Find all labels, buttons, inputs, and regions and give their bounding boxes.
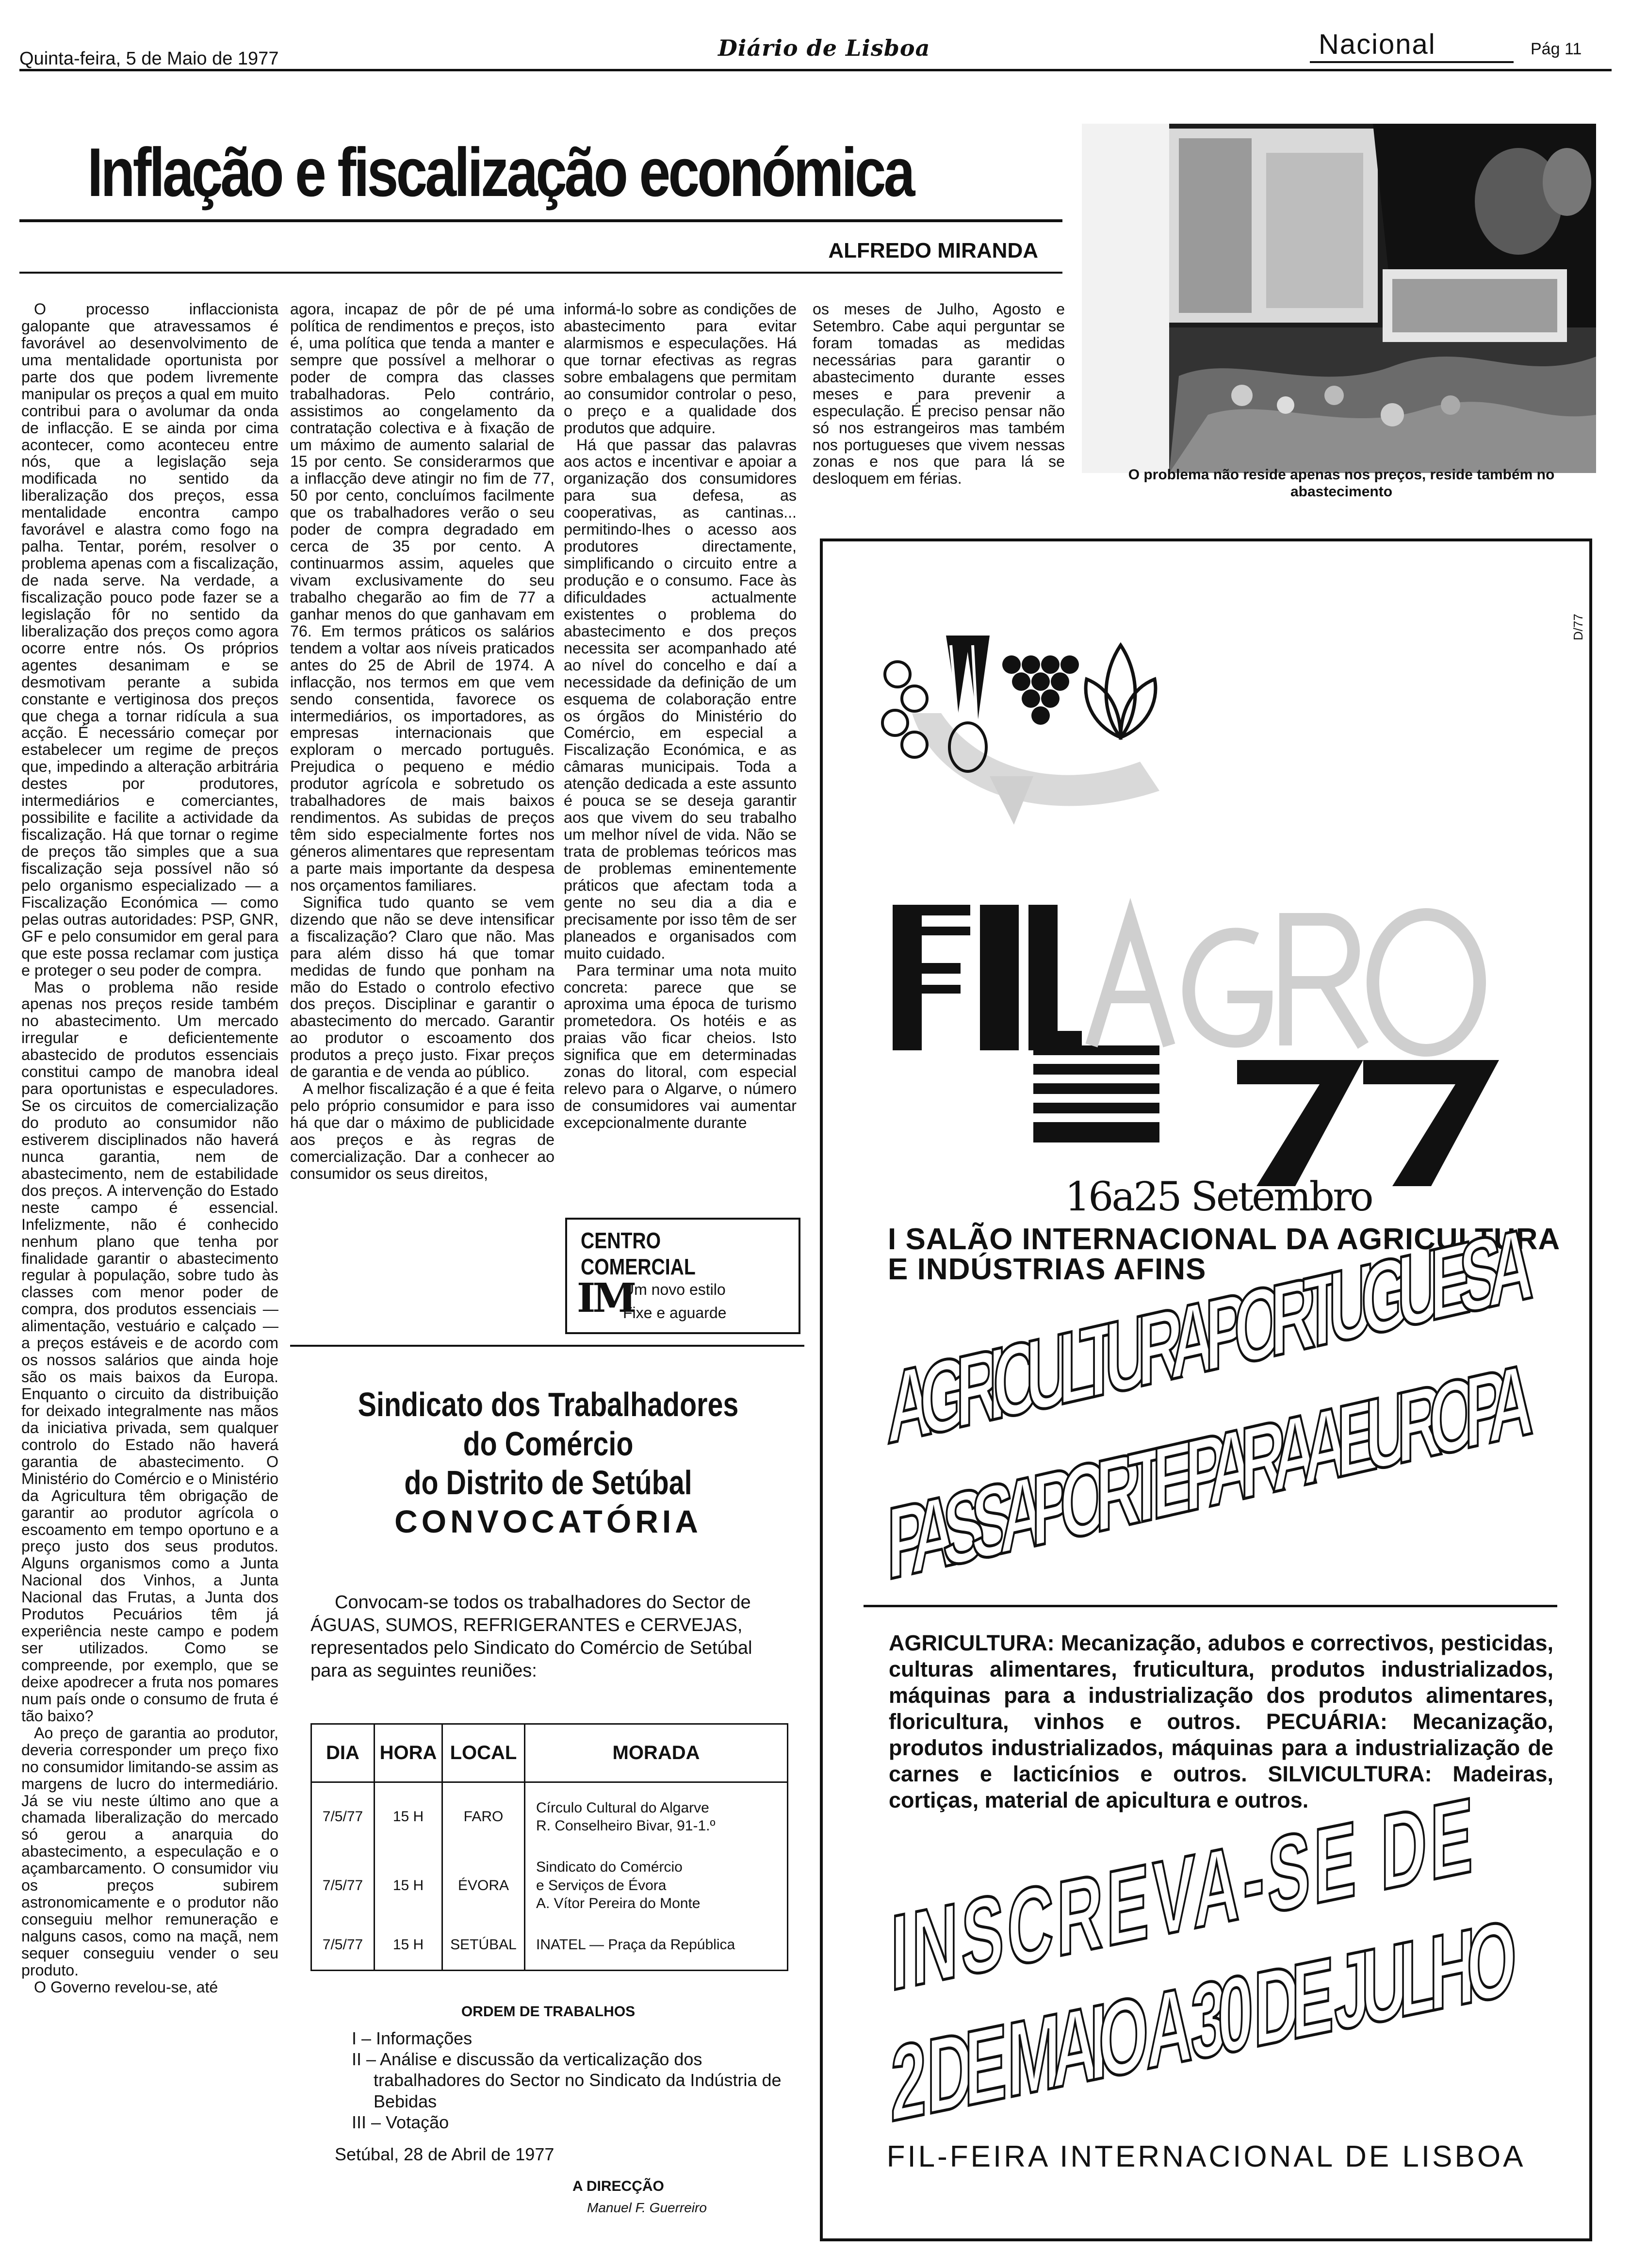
ordem-item: II – Análise e discussão da verticalização dos trabalhadores do Sector no Sindicato da Indústria de Bebidas	[352, 2049, 782, 2111]
article-paragraph: Há que passar das palavras aos actos e incentivar e apoiar a organização dos consumidores para sua defesa, as cooperativas, as cantinas... permitindo-lhes o acesso aos produtores directamente, simplificando o circuito entre a produção e o consumo. Face às dificuldades actualmente existentes o problema do abastecimento e dos preços necessita ser acompanhado até ao nível do concelho e daí a necessidade da definição de um esquema de colaboração entre os órgãos do Ministério do Comércio, em especial a Fiscalização Económica, e as câmaras municipais. Toda a atenção dedicada a este assunto é pouca se se deseja garantir aos que vivem do seu trabalho um melhor nível de vida. Não se trata de problemas teóricos mas de problemas eminentemente práticos que afectam toda a gente no seu dia a dia e precisamente por isso têm de ser planeados e organisados com muito cuidado.	[564, 436, 797, 962]
ad-code: D/77	[1571, 614, 1585, 640]
market-photo	[1082, 124, 1596, 473]
photo-image	[1082, 124, 1596, 473]
article-paragraph: Ao preço de garantia ao produtor, deveria corresponder um preço fixo no consumidor limitando-se assim as margens de lucro do intermediário. Já se viu neste último ano que a chamada liberalização do mercado só gerou a anarquia do abastecimento, a especulação e o açambarcamento. O consumidor viu os preços subirem astronomicamente e o produtor não conseguiu melhor remuneração e nalguns casos, como na maçã, nem sequer conseguiu vender o seu produto.	[21, 1724, 278, 1979]
meeting-morada	[525, 1920, 788, 1971]
byline-rule	[19, 272, 1062, 274]
meetings-table	[310, 1723, 788, 1971]
page-number: Pág 11	[1531, 40, 1582, 58]
centro-comercial-line1: Um novo estilo	[623, 1281, 726, 1298]
article-byline: ALFREDO MIRANDA	[828, 239, 1038, 262]
sindicato-title-line2: do Distrito de Setúbal	[404, 1464, 692, 1501]
masthead: Diário de Lisboa	[718, 35, 930, 61]
convocatoria-text: Convocam-se todos os trabalhadores do Sector de ÁGUAS, SUMOS, REFRIGERANTES e CERVEJAS, representados pelo Sindicato do Comércio de Setúbal para as seguintes reuniões:	[310, 1592, 752, 1681]
article-paragraph: Mas o problema não reside apenas nos preços reside também no abastecimento. Um mercado irregular e deficientemente abastecido de produtos essenciais constitui campo de manobra ideal para oportunistas e especuladores. Se os circuitos de comercialização do produto ao consumidor não estiverem disciplinados não haverá nunca garantia, nem de abastecimento, nem de estabilidade dos preços. A intervenção do Estado neste campo é essencial. Infelizmente, não é conhecido nenhum plano que tenha por finalidade garantir o abastecimento regular à população, sobre tudo às classes com menor poder de compra, dos produtos essenciais — alimentação, vestuário e calçado — a preços estáveis e de acordo com os nossos salários que ainda hoje são os mais baixos da Europa. Enquanto o circuito da distribuição for deixado integralmente nas mãos da iniciativa privada, sem qualquer controlo do Estado não haverá garantia de abastecimento. O Ministério do Comércio e o Ministério da Agricultura têm obrigação de garantir ao produtor agrícola o escoamento em tempo oportuno e a preço justo dos seus produtos. Alguns organismos como a Junta Nacional dos Vinhos, a Junta Nacional das Frutas, a Junta dos Produtos Pecuários têm já experiência neste campo e podem ser utilizados. Como se compreende, por exemplo, que se deixe apodrecer a fruta nos pomares num país onde o consumo de fruta é tão baixo?	[21, 978, 278, 1725]
morada-line: Círculo Cultural do Algarve	[536, 1799, 709, 1816]
meeting-dia: 7/5/77	[311, 1920, 375, 1971]
morada-line: e Serviços de Évora	[536, 1877, 667, 1893]
meeting-hora: 15 H	[375, 1782, 442, 1851]
article-column-4	[813, 301, 1065, 487]
meeting-dia: 7/5/77	[311, 1851, 375, 1920]
sindicato-date: Setúbal, 28 de Abril de 1977	[335, 2144, 555, 2164]
morada-line: INATEL — Praça da República	[536, 1937, 735, 1953]
article-paragraph: informá-lo sobre as condições de abastecimento para evitar alarmismos e especulações. Há que tornar efectivas as regras sobre embalagens que permitam ao consumidor controlar o peso, o preço e a qualidade dos produtos que adquire.	[564, 300, 797, 437]
morada-line: Sindicato do Comércio	[536, 1859, 683, 1876]
inscreva-graphic	[873, 1775, 1562, 2144]
event-dates: 16a25 Setembro	[1065, 1174, 1372, 1220]
morada-line: A. Vítor Pereira do Monte	[536, 1895, 701, 1912]
salao-line2: E INDÚSTRIAS AFINS	[888, 1253, 1207, 1286]
article-paragraph: Significa tudo quanto se vem dizendo que não se deve intensificar a fiscalização? Claro que não. Mas para além disso há que tomar medidas de fundo que ponham na mão do Estado o controlo efectivo dos preços. Disciplinar e garantir o abastecimento do mercado. Garantir ao produtor o escoamento dos produtos a preço justo. Fixar preços de garantia e de venda ao público.	[290, 893, 555, 1081]
meeting-hora: 15 H	[375, 1851, 442, 1920]
ordem-list	[335, 2028, 800, 2133]
ad-rule	[864, 1605, 1557, 1607]
article-headline: Inflação e fiscalização económica	[87, 134, 913, 211]
salao-line1: I SALÃO INTERNACIONAL DA AGRICULTURA	[888, 1223, 1561, 1256]
slogan-line2: PASSAPORTE PARA A EUROPA	[887, 1341, 1534, 1602]
meeting-dia: 7/5/77	[311, 1782, 375, 1851]
article-column-2	[290, 301, 555, 1182]
centro-comercial-ad	[565, 1218, 800, 1334]
article-paragraph: A melhor fiscalização é a que é feita pelo próprio consumidor e para isso há que dar o máximo de publicidade aos preços e às regras de comercialização. Dar a conhecer ao consumidor os seus direitos,	[290, 1080, 555, 1182]
im-logo: IM	[577, 1275, 634, 1322]
ad-footer: FIL-FEIRA INTERNACIONAL DE LISBOA	[886, 2140, 1526, 2173]
ordem-item: I – Informações	[352, 2028, 473, 2048]
morada-line: R. Conselheiro Bivar, 91-1.º	[536, 1818, 716, 1834]
table-header-row	[311, 1724, 788, 1782]
sindicato-title	[337, 1385, 759, 1502]
filagro-logo-icon	[888, 900, 1528, 1191]
inscreva-line2: 2 DE MAIO A 30 DE JULHO	[891, 1896, 1517, 2144]
article-paragraph: agora, incapaz de pôr de pé uma política de rendimentos e preços, isto é, uma política que tenda a manter e sempre que possível a melhorar o poder de compra das classes trabalhadoras. Pelo contrário, assistimos ao congelamento da contratação colectiva e à fixação de um máximo de aumento salarial de 15 por cento. Se considerarmos que a inflacção deve atingir no fim de 77, 50 por cento, concluímos facilmente que os trabalhadores verão o seu poder de compra degradado em cerca de 35 por cento. A continuarmos assim, aqueles que vivam exclusivamente do seu trabalho chegarão ao fim de 77 a ganhar menos do que ganhavam em 76. Em termos práticos os salários tendem a voltar aos níveis praticados antes do 25 de Abril de 1974. A inflacção, nos termos em que vem sendo consentida, favorece os intermediários, os importadores, as empresas internacionais que exploram o mercado português. Prejudica o pequeno e médio produtor agrícola e sobretudo os trabalhadores de mais baixos rendimentos. As subidas de preços têm sido especialmente fortes nos géneros alimentares que representam a parte mais importante da despesa nos orçamentos familiares.	[290, 300, 555, 894]
sindicato-title-line1: Sindicato dos Trabalhadores do Comércio	[358, 1386, 739, 1463]
issue-date: Quinta-feira, 5 de Maio de 1977	[19, 49, 279, 69]
table-row	[311, 1920, 788, 1971]
photo-caption: O problema não reside apenas nos preços, reside também no abastecimento	[1128, 467, 1555, 500]
table-row	[311, 1782, 788, 1851]
article-column-3	[564, 301, 797, 1131]
article-paragraph: O Governo revelou-se, até	[34, 1978, 218, 1996]
table-header-dia: DIA	[311, 1724, 375, 1782]
article-paragraph: O processo inflaccionista galopante que atravessamos é favorável ao desenvolvimento de uma mentalidade oportunista por parte dos que podem livremente manipular os preços a qual em muito contribui para o avolumar da onda de inflacção. E se ainda por cima acontecer, como aconteceu entre nós, que a legislação seja modificada no sentido da liberalização dos preços, essa mentalidade encontra campo favorável e alastra como fogo na palha. Tentar, porém, resolver o problema apenas com a fiscalização, de nada serve. Na verdade, a fiscalização pouco pode fazer se a legislação fôr no sentido da liberalização dos preços como agora ocorre entre nós. Os próprios agentes desanimam e se desmotivam perante a subida constante e vertiginosa dos preços que chega a tornar ridícula a sua acção. É necessário começar por estabelecer um regime de preços que, impedindo a alteração arbitrária destes por produtores, intermediários e comerciantes, possibilite e facilite a actividade da fiscalização. Há que tornar o regime de preços tão simples que a sua fiscalização seja possível não só pelo organismo especializado — a Fiscalização Económica — como pelas outras autoridades: PSP, GNR, GF e pelo consumidor em geral para que este possa reclamar com justiça e proteger o seu poder de compra.	[21, 300, 278, 979]
centro-comercial-title: CENTRO COMERCIAL	[581, 1228, 696, 1279]
agro-emblem-icon	[868, 616, 1198, 830]
table-header-local: LOCAL	[442, 1724, 525, 1782]
table-header-morada: MORADA	[525, 1724, 788, 1782]
headline-rule	[19, 219, 1062, 222]
table-header-hora: HORA	[375, 1724, 442, 1782]
centro-comercial-line2: Fixe e aguarde	[623, 1304, 727, 1322]
meeting-morada	[525, 1782, 788, 1851]
article-column-1	[21, 301, 278, 1996]
table-row	[311, 1851, 788, 1920]
section-title: Nacional	[1319, 29, 1436, 60]
ordem-item: III – Votação	[352, 2112, 449, 2132]
slogan-line1: AGRICULTURA PORTUGUESA	[887, 1206, 1534, 1466]
signature-name: Manuel F. Guerreiro	[587, 2200, 707, 2215]
inscreva-line1: INSCREVA-SE DE	[891, 1775, 1473, 2013]
signature-title: A DIRECÇÃO	[572, 2178, 664, 2194]
meeting-hora: 15 H	[375, 1920, 442, 1971]
section-underline	[1310, 61, 1514, 63]
article-paragraph: Para terminar uma nota muito concreta: parece que se aproxima uma época de turismo prometedora. Os hotéis e as praias vão ficar cheios. Isto significa que em determinadas zonas do litoral, com especial relevo para o Algarve, o número de consumidores vai aumentar excepcionalmente durante	[564, 961, 797, 1131]
header-rule	[19, 69, 1612, 71]
meeting-local: ÉVORA	[442, 1851, 525, 1920]
ad-description: AGRICULTURA: Mecanização, adubos e correctivos, pesticidas, culturas alimentares, fruticultura, produtos industrializados, máquinas para a industrialização dos produtos alimentares, floricultura, vinhos e outros. PECUÁRIA: Mecanização, produtos industrializados, máquinas para a industrialização de carnes e lacticínios e outros. SILVICULTURA: Madeiras, cortiças, material de apicultura e outros.	[889, 1631, 1553, 1812]
meeting-local: SETÚBAL	[442, 1920, 525, 1971]
meeting-morada	[525, 1851, 788, 1920]
meeting-local: FARO	[442, 1782, 525, 1851]
article-paragraph: os meses de Julho, Agosto e Setembro. Cabe aqui perguntar se foram tomadas as medidas necessárias para garantir o abastecimento durante esses meses e para prevenir a especulação. É preciso pensar não só nos estrangeiros mas também nos portugueses que vivem nessas zonas e nos que para lá se desloquem em férias.	[813, 300, 1065, 488]
ordem-title: ORDEM DE TRABALHOS	[461, 2004, 636, 2020]
convocatoria-heading: CONVOCATÓRIA	[394, 1503, 702, 1539]
section-divider	[290, 1345, 804, 1347]
